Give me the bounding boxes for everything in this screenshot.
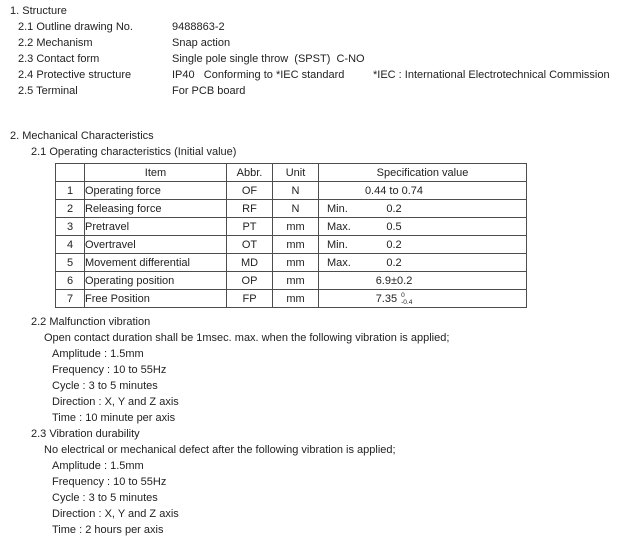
structure-row-label: [18, 35, 172, 51]
spec-value: [319, 292, 469, 306]
cell-abbr: FP: [227, 290, 273, 308]
cell-no: 7: [56, 290, 85, 308]
header-item: Item: [85, 164, 227, 182]
section1-heading: 1. Structure: [10, 5, 67, 17]
durability-spec-direction: Direction : X, Y and Z axis: [52, 508, 179, 520]
cell-item: Operating force: [85, 182, 227, 200]
tolerance-upper: 0: [401, 291, 405, 299]
item-label: Contact form: [36, 53, 100, 65]
section2-2-heading: 2.2 Malfunction vibration: [31, 316, 151, 328]
structure-row-label: [18, 19, 172, 35]
durability-spec-time: Time : 2 hours per axis: [52, 524, 164, 536]
durability-spec-frequency: Frequency : 10 to 55Hz: [52, 476, 167, 488]
item-label: Terminal: [36, 85, 78, 97]
cell-no: 1: [56, 182, 85, 200]
cell-item: Operating position: [85, 272, 227, 290]
spec-value: 0.2: [386, 256, 402, 269]
cell-abbr: OF: [227, 182, 273, 200]
cell-unit: N: [273, 182, 319, 200]
cell-spec: [319, 182, 527, 200]
header-no: [56, 164, 85, 182]
spec-value: 6.9±0.2: [375, 274, 413, 287]
spec-value: 0.2: [386, 202, 402, 215]
cell-unit: mm: [273, 272, 319, 290]
structure-row-contact-form: [18, 51, 644, 67]
cell-abbr: MD: [227, 254, 273, 272]
table-row: [56, 218, 527, 236]
cell-item: Releasing force: [85, 200, 227, 218]
spec-value-number: 7.35: [375, 292, 398, 305]
spec-value: 0.44 to 0.74: [364, 184, 424, 197]
item-label: Outline drawing No.: [36, 21, 133, 33]
cell-unit: mm: [273, 254, 319, 272]
cell-spec: [319, 254, 527, 272]
cell-no: 4: [56, 236, 85, 254]
cell-unit: mm: [273, 218, 319, 236]
structure-row-label: [18, 83, 172, 99]
header-spec: Specification value: [319, 164, 527, 182]
item-number: 2.5: [18, 85, 34, 97]
item-number: 2.1: [18, 21, 34, 33]
structure-row-outline-drawing: [18, 19, 644, 35]
vibration-spec-amplitude: Amplitude : 1.5mm: [52, 348, 144, 360]
cell-abbr: OP: [227, 272, 273, 290]
structure-row-value: For PCB board: [172, 85, 246, 97]
section2-1-heading: 2.1 Operating characteristics (Initial value): [31, 146, 237, 158]
structure-row-terminal: [18, 83, 644, 99]
cell-unit: mm: [273, 236, 319, 254]
cell-item: Overtravel: [85, 236, 227, 254]
structure-row-protective-structure: [18, 67, 644, 83]
cell-abbr: PT: [227, 218, 273, 236]
cell-item: Pretravel: [85, 218, 227, 236]
structure-row-mechanism: [18, 35, 644, 51]
item-number: 2.3: [18, 53, 34, 65]
durability-spec-cycle: Cycle : 3 to 5 minutes: [52, 492, 158, 504]
cell-item: Free Position: [85, 290, 227, 308]
structure-row-label: [18, 51, 172, 67]
cell-no: 2: [56, 200, 85, 218]
item-number: 2.2: [18, 37, 34, 49]
cell-spec: [319, 236, 527, 254]
spec-qualifier: Max.: [327, 256, 351, 269]
durability-spec-amplitude: Amplitude : 1.5mm: [52, 460, 144, 472]
structure-row-value: 9488863-2: [172, 21, 225, 33]
vibration-durability-intro: No electrical or mechanical defect after the following vibration is applied;: [44, 444, 396, 456]
cell-spec: [319, 200, 527, 218]
table-row: [56, 200, 527, 218]
table-row: [56, 272, 527, 290]
iec-note: *IEC : International Electrotechnical Commission: [373, 69, 610, 81]
header-unit: Unit: [273, 164, 319, 182]
item-label: Protective structure: [36, 69, 132, 81]
vibration-spec-frequency: Frequency : 10 to 55Hz: [52, 364, 167, 376]
tolerance-stack: [401, 292, 412, 306]
spec-qualifier: Min.: [327, 238, 348, 251]
spec-qualifier: Min.: [327, 202, 348, 215]
spec-value: 0.5: [386, 220, 402, 233]
vibration-spec-time: Time : 10 minute per axis: [52, 412, 176, 424]
table-header-row: [56, 164, 527, 182]
section2-3-heading: 2.3 Vibration durability: [31, 428, 140, 440]
item-number: 2.4: [18, 69, 34, 81]
vibration-spec-cycle: Cycle : 3 to 5 minutes: [52, 380, 158, 392]
structure-row-value: Snap action: [172, 37, 231, 49]
cell-spec: [319, 290, 527, 308]
cell-abbr: OT: [227, 236, 273, 254]
table-row: [56, 290, 527, 308]
spec-qualifier: Max.: [327, 220, 351, 233]
section2-heading: 2. Mechanical Characteristics: [10, 130, 154, 142]
operating-characteristics-table: [55, 163, 527, 308]
item-label: Mechanism: [36, 37, 93, 49]
cell-unit: N: [273, 200, 319, 218]
tolerance-lower: -0.4: [401, 298, 413, 306]
structure-row-label: [18, 67, 172, 83]
cell-unit: mm: [273, 290, 319, 308]
cell-spec: [319, 272, 527, 290]
cell-no: 3: [56, 218, 85, 236]
cell-spec: [319, 218, 527, 236]
structure-row-value: Single pole single throw (SPST) C-NO: [172, 53, 365, 65]
table-row: [56, 236, 527, 254]
table-row: [56, 182, 527, 200]
cell-abbr: RF: [227, 200, 273, 218]
spec-value: 0.2: [386, 238, 402, 251]
cell-item: Movement differential: [85, 254, 227, 272]
structure-row-value: IP40 Conforming to *IEC standard: [172, 69, 345, 81]
vibration-spec-direction: Direction : X, Y and Z axis: [52, 396, 179, 408]
header-abbr: Abbr.: [227, 164, 273, 182]
table-row: [56, 254, 527, 272]
cell-no: 6: [56, 272, 85, 290]
malfunction-vibration-intro: Open contact duration shall be 1msec. max. when the following vibration is applied;: [44, 332, 450, 344]
cell-no: 5: [56, 254, 85, 272]
